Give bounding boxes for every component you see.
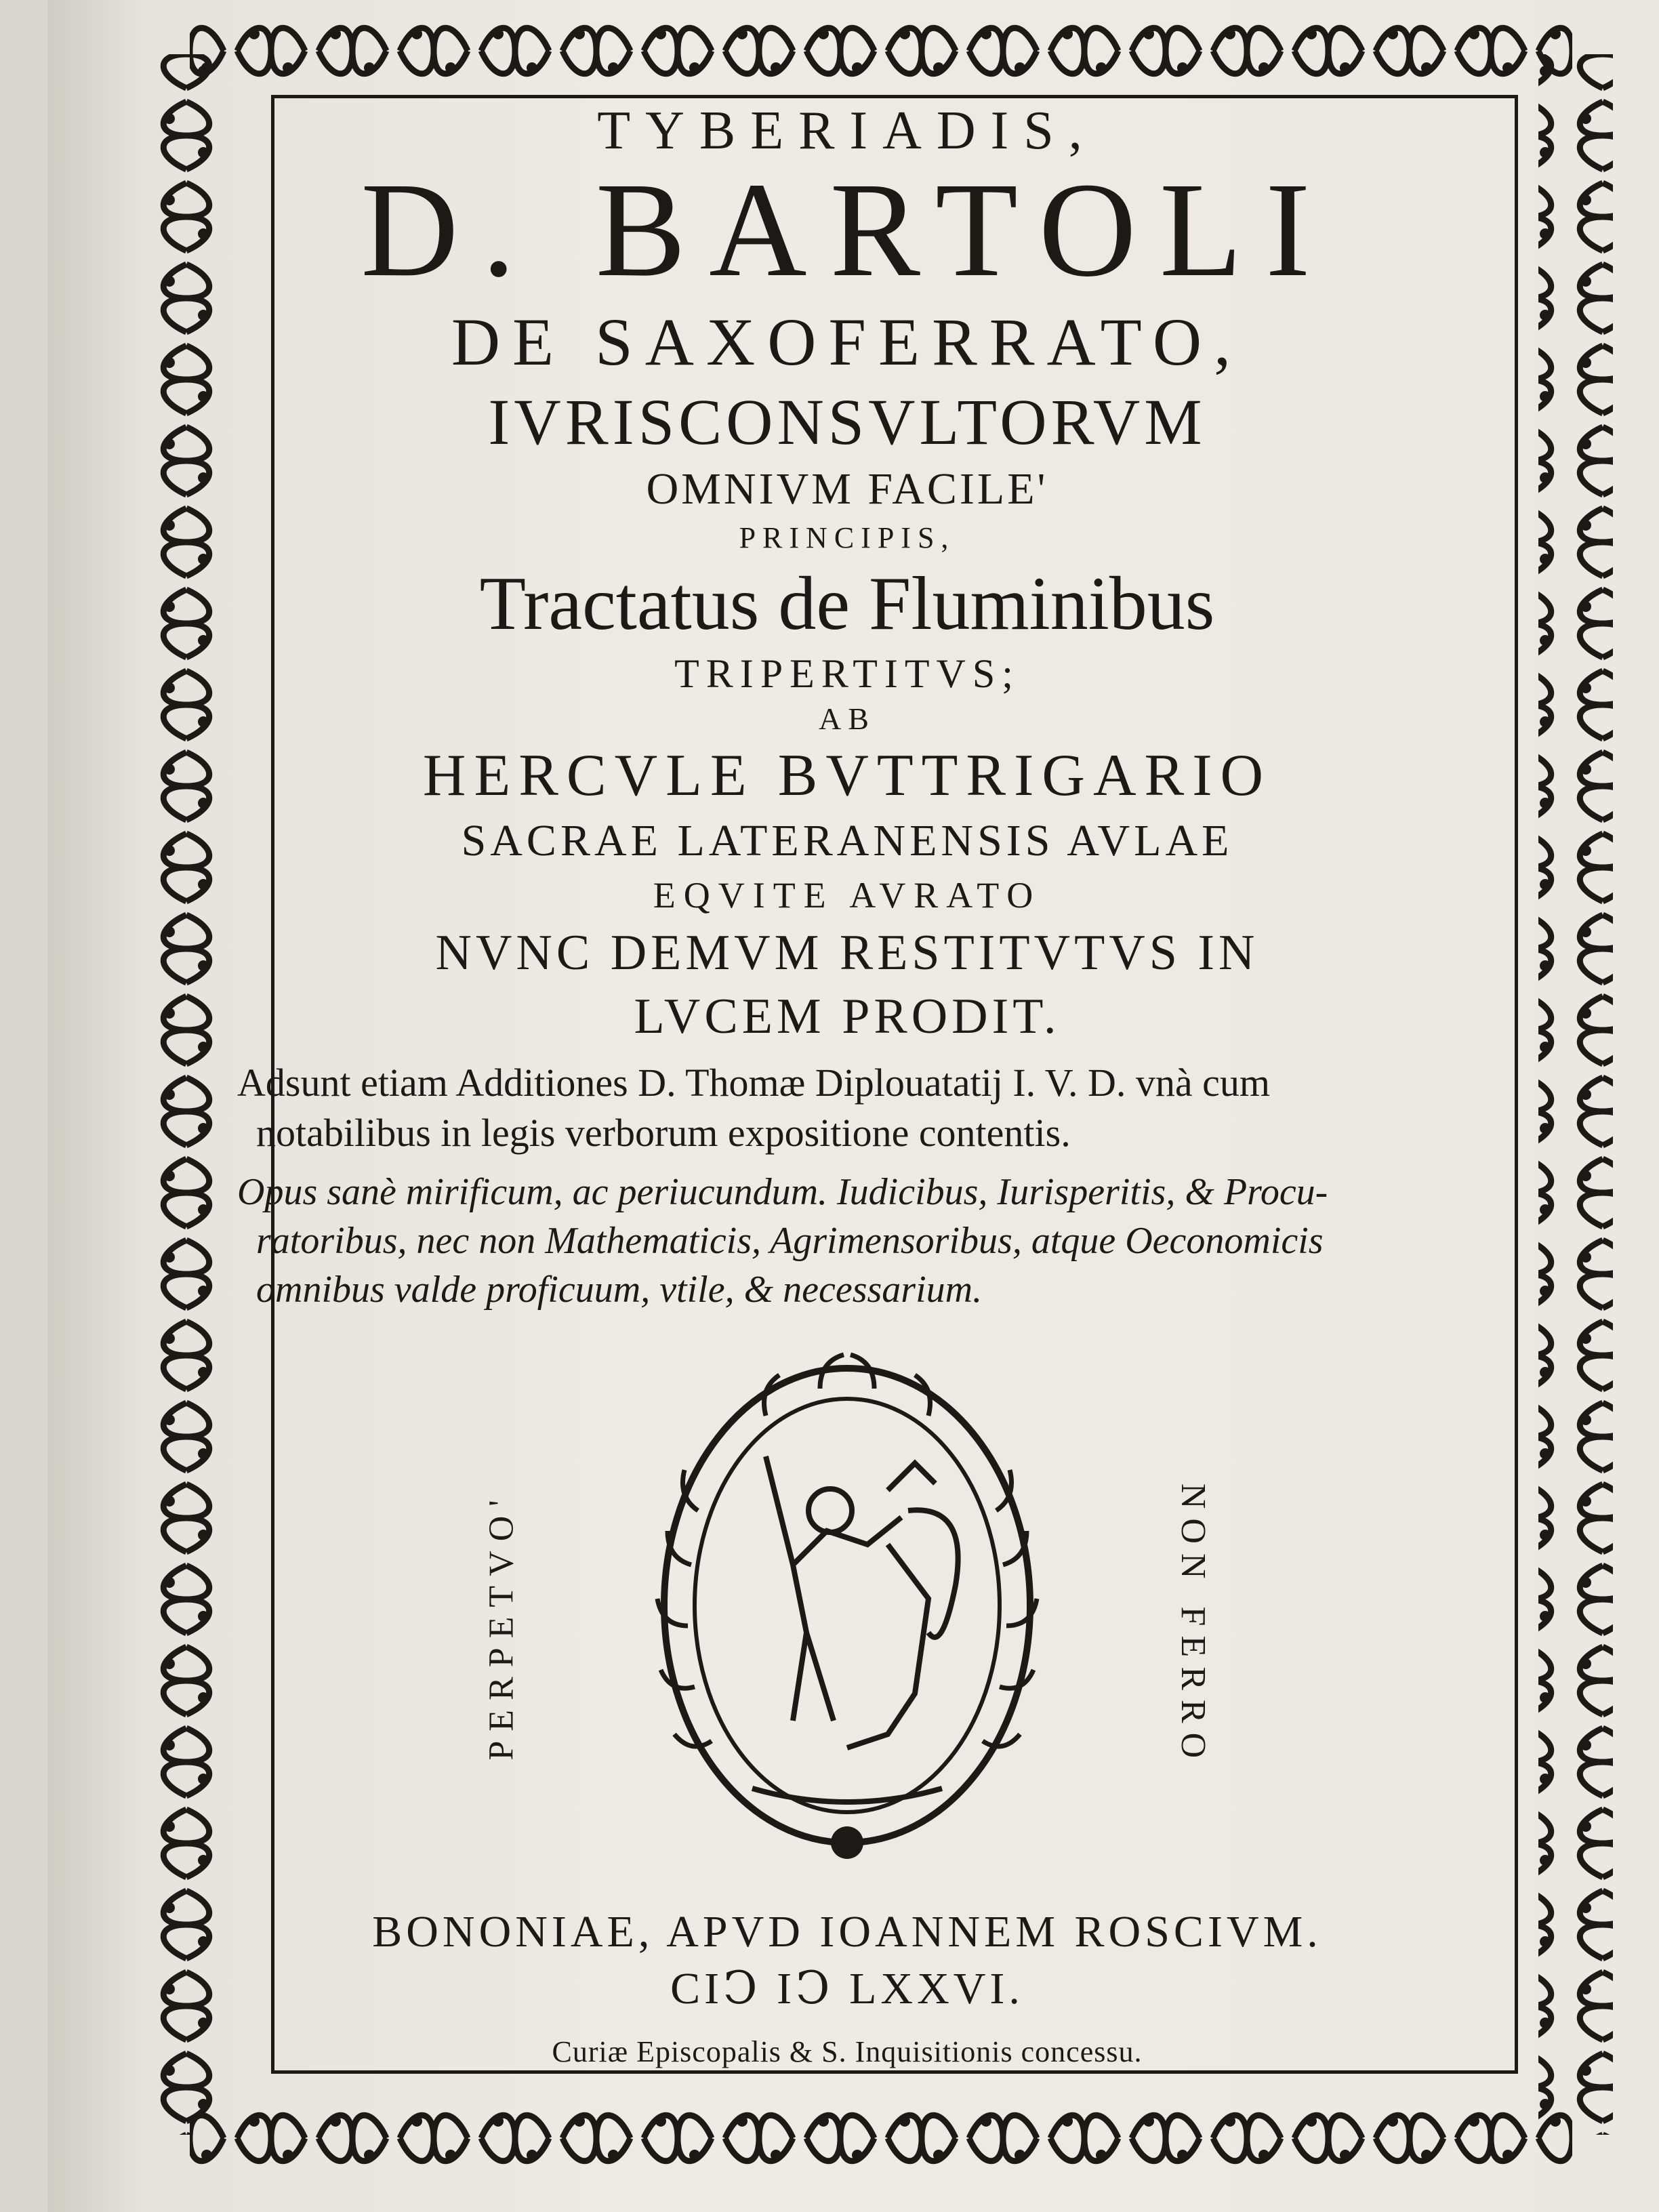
motto-right: NON FERRO (1173, 1483, 1212, 1768)
imprint (230, 1904, 1464, 2076)
additions-paragraph (230, 1058, 1464, 1158)
title-line-tractatus: Tractatus de Fluminibus (479, 562, 1215, 646)
title-line-principis: PRINCIPIS, (739, 521, 956, 554)
motto-left: PERPETVO' (482, 1490, 521, 1761)
title-line-lateranensis: SACRAE LATERANENSIS AVLAE (461, 816, 1233, 865)
description-line-1: Opus sanè mirificum, ac periucundum. Iudicibus, Iurisperitis, & Procu- (237, 1171, 1328, 1213)
title-line-ab: AB (819, 701, 876, 736)
printers-emblem (482, 1341, 1212, 1883)
title-line-lucem: LVCEM PRODIT. (634, 989, 1061, 1044)
emblem-wreath-icon (508, 1341, 1186, 1883)
title-line-omnium: OMNIVM FACILE' (646, 464, 1048, 514)
description-line-2: ratoribus, nec non Mathematicis, Agrimensoribus, atque Oeconomicis (256, 1220, 1324, 1262)
imprint-place: BONONIAE, APVD IOANNEM ROSCIVM. (372, 1907, 1322, 1957)
additions-line-2: notabilibus in legis verborum expositione contentis. (256, 1111, 1071, 1155)
title-line-saxoferrato: DE SAXOFERRATO, (451, 304, 1244, 380)
title-line-author: D. BARTOLI (361, 155, 1334, 305)
additions-line-1: Adsunt etiam Additiones D. Thomæ Diplouatatij I. V. D. vnà cum (237, 1061, 1271, 1105)
title-line-nunc-demum: NVNC DEMVM RESTITVTVS IN (435, 925, 1259, 981)
title-line-buttrigario: HERCVLE BVTTRIGARIO (422, 743, 1272, 808)
title-line-tyberiadis: TYBERIADIS, (597, 101, 1097, 161)
title-line-tripertitus: TRIPERTITVS; (674, 651, 1020, 696)
imprint-license: Curiæ Episcopalis & S. Inquisitionis concessu. (552, 2035, 1143, 2068)
description-paragraph (230, 1168, 1464, 1314)
title-line-equite: EQVITE AVRATO (653, 875, 1042, 916)
title-line-jurisconsultorum: IVRISCONSVLTORVM (488, 386, 1206, 458)
description-line-3: omnibus valde proficuum, vtile, & necessarium. (256, 1269, 983, 1311)
imprint-year: CIↃ IↃ LXXVI. (670, 1964, 1024, 2013)
title-page-text (230, 95, 1464, 2076)
